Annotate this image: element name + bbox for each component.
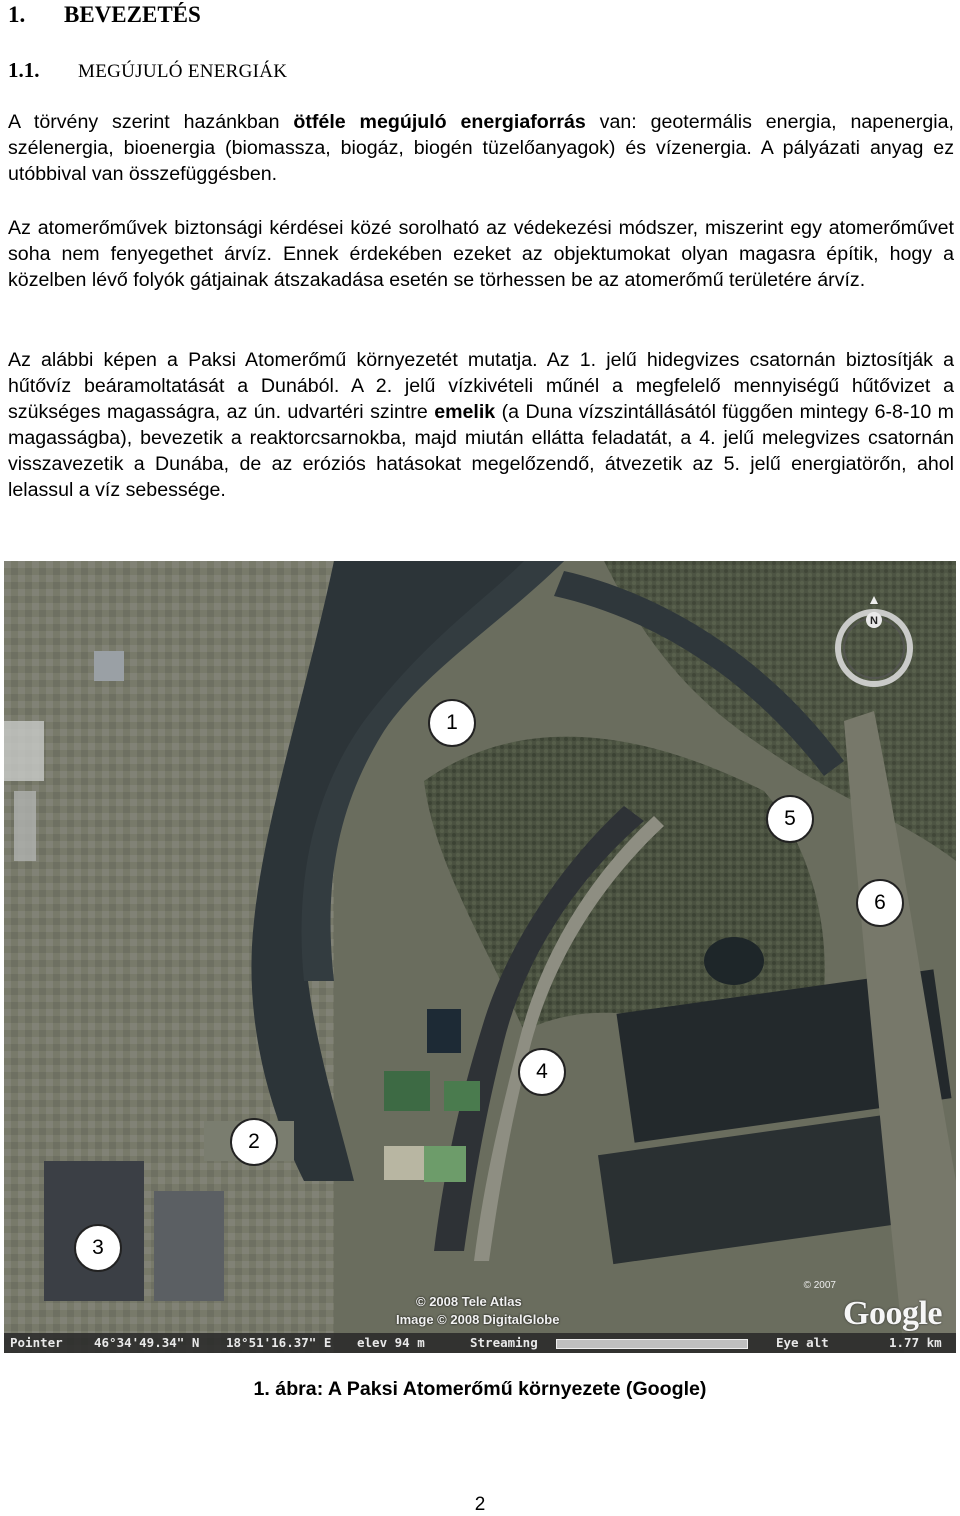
satellite-image [4, 561, 956, 1353]
pointer-label: Pointer [10, 1335, 63, 1350]
page-number: 2 [474, 1494, 486, 1515]
paragraph-1-text-a: A törvény szerint hazánkban [8, 111, 294, 133]
paragraph-3-text-b: (a Duna vízszintállásától függően mintegy 6-8-10 m magasságba), bevezetik a reaktorcsarnokba, majd miután ellátta feladatát, a 4. jelű melegvizes csatornán visszavezetik a Dunába, de az eróziós hatásokat megelőzendő, átvezetik az 5. jelű energiatörőn, ahol lelassul a víz sebessége. [8, 401, 954, 501]
copyright-year: © 2007 [803, 1280, 836, 1291]
marker-5: 5 [766, 795, 814, 843]
heading-2-number: 1.1. [8, 58, 40, 82]
elevation: elev 94 m [357, 1335, 425, 1350]
pointer-longitude: 18°51'16.37" E [226, 1335, 332, 1350]
marker-4: 4 [518, 1048, 566, 1096]
paragraph-3 [8, 347, 954, 503]
heading-1-number: 1. [8, 2, 26, 27]
eye-alt-value: 1.77 km [889, 1335, 942, 1350]
heading-2-title: MEGÚJULÓ ENERGIÁK [78, 61, 288, 82]
figure-caption: 1. ábra: A Paksi Atomerőmű környezete (Google) [253, 1378, 707, 1400]
marker-1: 1 [428, 699, 476, 747]
streaming-label: Streaming [470, 1335, 538, 1350]
paragraph-3-bold: emelik [434, 401, 496, 423]
heading-2 [8, 58, 287, 83]
heading-1 [8, 2, 201, 28]
map-status-bar [4, 1333, 956, 1353]
copyright-tele-atlas: © 2008 Tele Atlas [416, 1294, 522, 1309]
marker-3: 3 [74, 1224, 122, 1272]
pointer-latitude: 46°34'49.34" N [94, 1335, 200, 1350]
marker-6: 6 [856, 879, 904, 927]
copyright-digitalglobe: Image © 2008 DigitalGlobe [396, 1312, 560, 1327]
streaming-bar-icon [556, 1339, 748, 1349]
paragraph-2: Az atomerőművek biztonsági kérdései közé sorolható az védekezési módszer, miszerint egy atomerőművet soha nem fenyegethet árvíz. Ennek érdekében ezeket az objektumokat olyan magasra építik, hogy a közelben lévő folyók gátjainak átszakadása esetén se törhessen be az atomerőmű területére árvíz. [8, 217, 954, 291]
paragraph-1 [8, 109, 954, 187]
satellite-map [4, 561, 956, 1353]
heading-1-title: BEVEZETÉS [64, 2, 201, 27]
compass-label: N [870, 615, 878, 627]
paragraph-1-bold: ötféle megújuló energiaforrás [293, 111, 586, 133]
paragraph-1-text-b: van: geotermális energia, napenergia, szélenergia, bioenergia (biomassza, biogáz, biogén tüzelőanyagok) és vízenergia. A pályázati anyag ez utóbbival van összefüggésben. [8, 111, 954, 185]
google-logo: Google [843, 1295, 942, 1332]
marker-2: 2 [230, 1118, 278, 1166]
eye-alt-label: Eye alt [776, 1335, 829, 1350]
paragraph-3-text-a: Az alábbi képen a Paksi Atomerőmű környezetét mutatja. Az 1. jelű hidegvizes csatornán biztosítják a hűtővíz beáramoltatását a Dunából. A 2. jelű vízkivételi műnél a megfelelő mennyiségű hűtővizet a szükséges magasságra, az ún. udvartéri szintre [8, 349, 954, 423]
